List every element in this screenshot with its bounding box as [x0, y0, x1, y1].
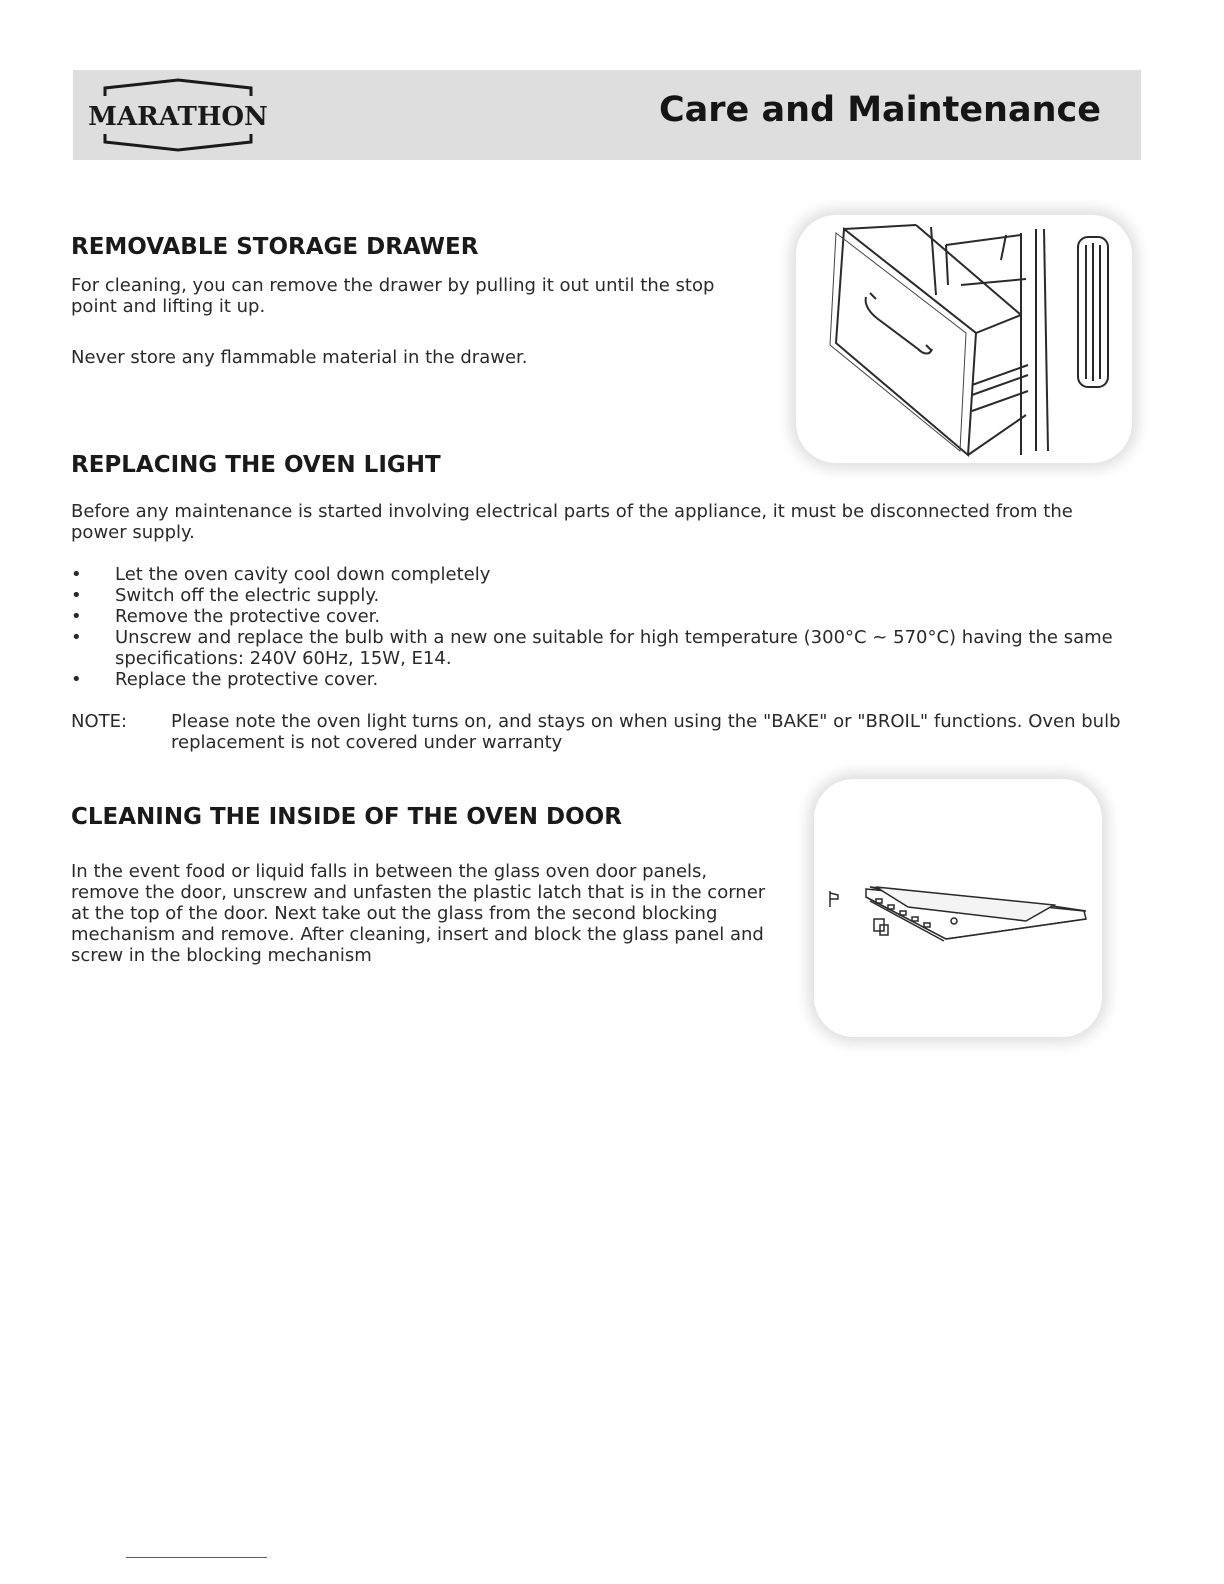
bullet: •: [71, 585, 82, 606]
bullet: •: [71, 627, 82, 648]
list-item-text: Switch off the electric supply.: [115, 585, 380, 606]
oven-light-intro: Before any maintenance is started involving electrical parts of the appliance, it must be disconnected from the power supply.: [71, 501, 1073, 543]
drawer-paragraph-1: For cleaning, you can remove the drawer by pulling it out until the stop point and lifting it up.: [71, 275, 715, 317]
oven-door-illustration: [814, 779, 1102, 1037]
page-title: Care and Maintenance: [658, 90, 1101, 130]
oven-light-heading: REPLACING THE OVEN LIGHT: [71, 452, 441, 478]
oven-door-paragraph: In the event food or liquid falls in between the glass oven door panels, remove the door, unscrew and unfasten the plastic latch that is in the corner at the top of the door. Next take out the glass from the second blocking mechanism and remove. After cleaning, insert and block the glass panel and screw in the blocking mechanism: [71, 861, 766, 966]
oven-door-heading: CLEANING THE INSIDE OF THE OVEN DOOR: [71, 804, 622, 830]
bullet: •: [71, 669, 82, 690]
list-item: [71, 606, 1131, 627]
drawer-heading: REMOVABLE STORAGE DRAWER: [71, 234, 479, 260]
footer-link-underline: [126, 1557, 267, 1558]
logo-text: MARATHON: [88, 102, 268, 132]
list-item-text: Replace the protective cover.: [115, 669, 379, 690]
drawer-illustration: [796, 215, 1132, 463]
oven-light-steps: [71, 564, 1131, 690]
bullet: •: [71, 606, 82, 627]
list-item: [71, 564, 1131, 585]
list-item: [71, 669, 1131, 690]
marathon-logo: [83, 78, 273, 152]
note-label: NOTE:: [71, 711, 128, 732]
list-item: [71, 627, 1131, 669]
list-item-text: Let the oven cavity cool down completely: [115, 564, 491, 585]
page-header: [73, 70, 1141, 160]
note-text: Please note the oven light turns on, and stays on when using the "BAKE" or "BROIL" functions. Oven bulb replacement is not covered under warranty: [171, 711, 1121, 753]
bullet: •: [71, 564, 82, 585]
list-item: [71, 585, 1131, 606]
drawer-paragraph-2: Never store any flammable material in the drawer.: [71, 347, 528, 368]
list-item-text: Remove the protective cover.: [115, 606, 381, 627]
list-item-text: Unscrew and replace the bulb with a new one suitable for high temperature (300°C ~ 570°C) having the same specifications: 240V 60Hz, 15W, E14.: [115, 627, 1113, 669]
